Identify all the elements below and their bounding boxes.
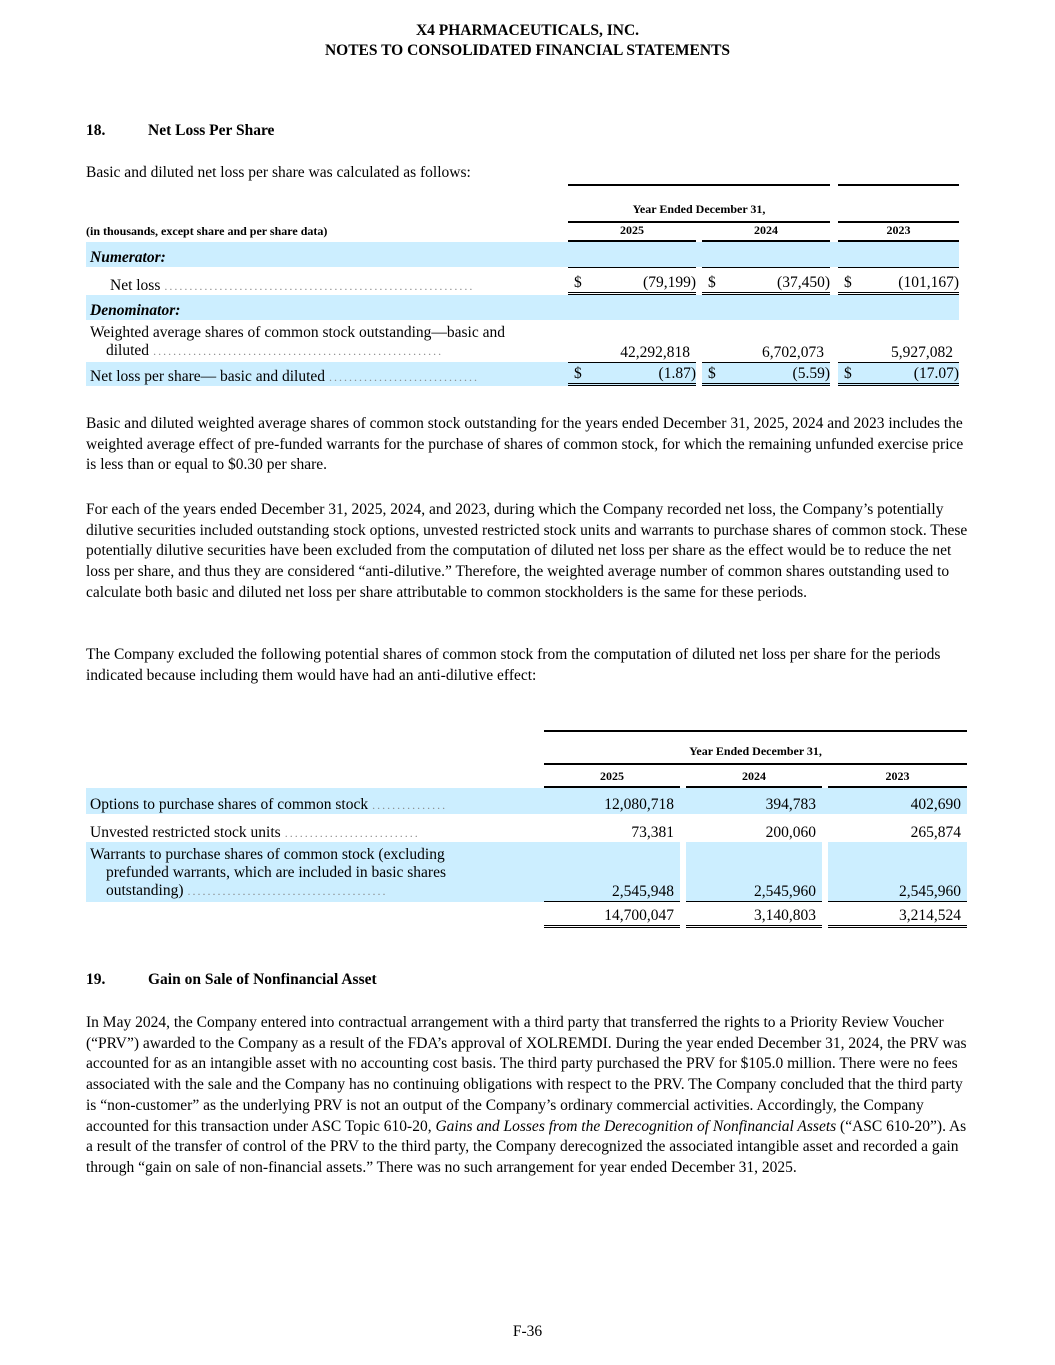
table-row: Options to purchase shares of common stock ............... 12,080,718 394,783 402,690 — [86, 788, 967, 814]
period-header: Year Ended December 31, — [568, 184, 830, 223]
paragraph-text: In May 2024, the Company entered into contractual arrangement with a third party that transferred the rights to a Priority Review Voucher (“PRV”) awarded to the Company as a result of the FDA’s approval of XOLREMDI. During the year ended December 31, 2024, the PRV was accounted for as an intangible asset with no accounting cost basis. The third party purchased the PRV for $105.0 million. There were no fees associated with the sale and the Company has no continuing obligations with respect to the PRV. The Company concluded that the third party is “non-customer” as the underlying PRV is not an output of the Company’s ordinary commercial activities. Accordingly, the Company accounted for this transaction under ASC Topic 610-20, — [86, 1014, 967, 1135]
net-loss-value: (101,167) — [898, 274, 959, 291]
table-row: Warrants to purchase shares of common stock (excluding prefunded warrants, which are included in basic shares outstanding) ........................................ 2,545,948 2,545,960 2,545,960 — [86, 842, 967, 902]
currency-symbol: $ — [844, 274, 852, 291]
standard-title: Gains and Losses from the Derecognition of Nonfinancial Assets — [435, 1117, 837, 1135]
paragraph-excluded: The Company excluded the following potential shares of common stock from the computation of diluted net loss per share for the periods indicated because including them would have had an anti-dilutive effect: — [86, 646, 941, 684]
currency-symbol: $ — [574, 365, 582, 382]
currency-symbol: $ — [844, 365, 852, 382]
eps-label: Net loss per share— basic and diluted — [90, 368, 326, 385]
row-value: 2,545,948 — [544, 842, 680, 902]
currency-symbol: $ — [708, 365, 716, 382]
row-value: 2,545,960 — [828, 842, 967, 902]
currency-symbol: $ — [574, 274, 582, 291]
total-row — [86, 902, 967, 928]
row-value: 265,874 — [910, 824, 961, 841]
year-header: 2023 — [838, 223, 959, 242]
section-19-heading — [86, 971, 377, 989]
row-value: 12,080,718 — [544, 788, 680, 814]
paragraph-prv — [86, 1013, 976, 1179]
shares-label-cont: diluted — [106, 342, 150, 359]
row-value: 2,545,960 — [686, 842, 822, 902]
row-value: 394,783 — [686, 788, 822, 814]
section-title: Gain on Sale of Nonfinancial Asset — [148, 971, 377, 988]
eps-value: (1.87) — [658, 365, 696, 382]
section-number: 18. — [86, 122, 106, 139]
currency-symbol: $ — [708, 274, 716, 291]
eps-value: (17.07) — [913, 365, 959, 382]
section-title: Net Loss Per Share — [148, 122, 275, 139]
paragraph-text: (“ASC 610-20”). As a result of the transfer of control of the PRV to the third party, the Company derecognized the associated intangible asset and recorded a gain through “gain on sale of non-financial assets.” There was no such arrangement for year ended December 31, 2025. — [86, 1117, 967, 1176]
excluded-shares-table — [86, 730, 967, 928]
page-title: NOTES TO CONSOLIDATED FINANCIAL STATEMENTS — [324, 42, 731, 59]
net-loss-value: (37,450) — [777, 274, 830, 291]
page-number: F-36 — [512, 1323, 543, 1340]
row-label: Options to purchase shares of common stock — [90, 796, 369, 813]
year-header: 2023 — [828, 765, 967, 788]
numerator-label: Numerator: — [86, 242, 568, 267]
shares-value: 5,927,082 — [891, 344, 953, 361]
year-header: 2025 — [544, 765, 680, 788]
year-header: 2024 — [702, 223, 830, 242]
denominator-label: Denominator: — [86, 295, 568, 320]
section-number: 19. — [86, 971, 106, 988]
total-value: 3,140,803 — [686, 902, 822, 928]
row-value: 73,381 — [631, 824, 674, 841]
paragraph-weighted-shares: Basic and diluted weighted average shares of common stock outstanding for the years ended December 31, 2025, 2024 and 2023 includes the weighted average effect of pre-funded warrants for the purchase of shares of common stock, for which the remaining unfunded exercise price is less than or equal to $0.30 per share. — [86, 415, 964, 474]
shares-value: 42,292,818 — [620, 344, 690, 361]
period-header: Year Ended December 31, — [544, 730, 967, 765]
shares-label: Weighted average shares of common stock outstanding—basic and — [90, 324, 505, 341]
paragraph-antidilutive: For each of the years ended December 31, 2025, 2024, and 2023, during which the Company recorded net loss, the Company’s potentially dilutive securities included outstanding stock options, unvested restricted stock units and warrants to purchase shares of common stock. These potentially dilutive securities have been excluded from the computation of diluted net loss per share as the effect would be to reduce the net loss per share, and thus they are considered “anti-dilutive.” Therefore, the weighted average number of common shares outstanding used to calculate both basic and diluted net loss per share attributable to common stockholders is the same for these periods. — [86, 501, 968, 601]
year-header: 2025 — [568, 223, 696, 242]
intro-text: Basic and diluted net loss per share was calculated as follows: — [86, 164, 471, 181]
total-value: 3,214,524 — [828, 902, 967, 928]
eps-value: (5.59) — [792, 365, 830, 382]
company-name: X4 PHARMACEUTICALS, INC. — [415, 22, 640, 39]
row-value: 402,690 — [828, 788, 967, 814]
row-label-cont: outstanding) — [106, 882, 184, 899]
table-row: Unvested restricted stock units ........................... 73,381 200,060 265,874 — [86, 814, 967, 842]
year-header: 2024 — [686, 765, 822, 788]
units-note: (in thousands, except share and per share data) — [86, 224, 328, 238]
net-loss-label: Net loss — [110, 277, 161, 294]
row-label: Unvested restricted stock units — [90, 824, 281, 841]
row-label: Warrants to purchase shares of common stock (excluding — [90, 846, 445, 863]
net-loss-table: Year Ended December 31, (in thousands, except share and per share data) 2025 2024 2023 Numerator: Net loss .............................................................. $ (79,199) $ (37,450) $ (101,167) Denominator: Weighted average shares of common stock outstanding—basic and diluted .......................................................... 42,292,818 6,702,073 5,927,082 Net loss per share— basic and diluted .............................. $ (1.87) $ (5.59) $ (17.07) — [86, 184, 959, 386]
row-label-cont: prefunded warrants, which are included in basic shares — [106, 864, 447, 881]
total-value: 14,700,047 — [544, 902, 680, 928]
row-value: 200,060 — [765, 824, 816, 841]
shares-value: 6,702,073 — [762, 344, 824, 361]
section-18-heading — [86, 122, 274, 140]
net-loss-value: (79,199) — [643, 274, 696, 291]
